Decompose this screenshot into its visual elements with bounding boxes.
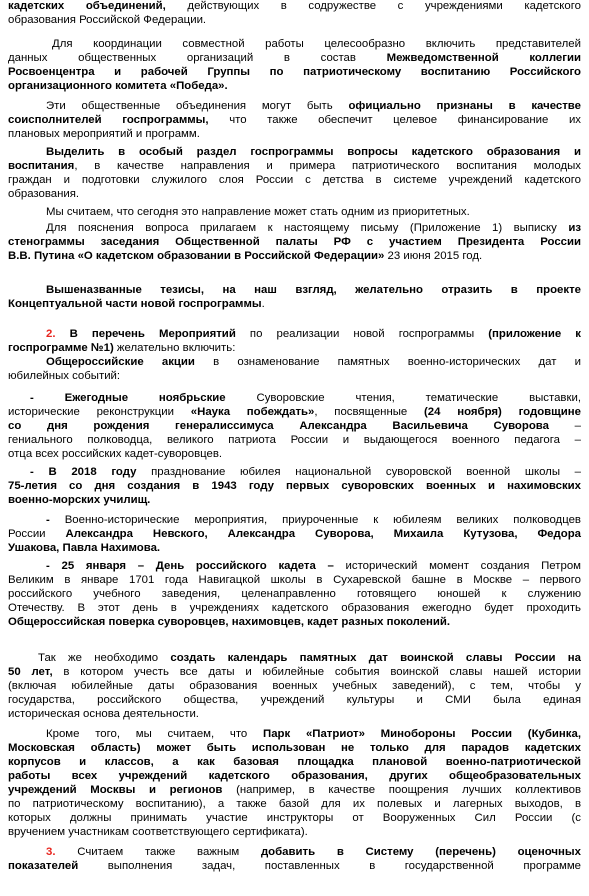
section-number: 3. xyxy=(46,846,56,858)
text-segment: Так же необходимо xyxy=(38,652,171,664)
text-segment xyxy=(56,328,70,340)
text-segment: Эти общественные объединения могут быть xyxy=(46,100,349,112)
text-line xyxy=(8,602,581,616)
bold-text: (приложение к xyxy=(488,328,581,340)
bold-text: - В 2018 году xyxy=(30,466,137,478)
text-line xyxy=(8,784,581,798)
text-line xyxy=(30,392,581,406)
text-line xyxy=(8,542,581,556)
text-segment: которых должны принимать участие инструкторы от Вооруженных Сил России (с xyxy=(8,812,581,824)
text-line xyxy=(38,652,581,666)
text-line xyxy=(8,160,581,174)
text-line xyxy=(8,756,581,770)
text-segment: плановых мероприятий и программ. xyxy=(8,128,200,140)
bold-text: Ушакова, Павла Нахимова. xyxy=(8,542,161,554)
text-segment: государства, российского общества, учреждений культуры и СМИ была единая xyxy=(8,694,581,706)
text-line xyxy=(30,466,581,480)
text-segment: . xyxy=(261,298,265,310)
text-segment: желательно включить: xyxy=(113,342,236,354)
text-segment: празднование юбилея национальной суворовской военной школы – xyxy=(136,466,582,478)
text-segment: Мы считаем, что сегодня это направление может стать одним из приоритетных. xyxy=(46,206,470,218)
text-segment: отца всех российских кадет-суворовцев. xyxy=(8,448,223,460)
bold-text: Вышеназванные тезисы, на наш взгляд, желательно отразить в проекте xyxy=(46,284,581,296)
text-line xyxy=(8,114,581,128)
text-line xyxy=(8,680,581,694)
bold-text: со дня рождения генералиссимуса Александра Васильевича Суворова xyxy=(8,420,549,432)
text-segment: Считаем также важным xyxy=(55,846,261,858)
text-line xyxy=(8,826,581,840)
text-line xyxy=(8,0,581,14)
text-segment: исторические реконструкции xyxy=(8,406,191,418)
text-line xyxy=(8,666,581,680)
bold-text: Росвоенцентра и рабочей Группы по патриотическому воспитанию Российского xyxy=(8,66,581,78)
text-line xyxy=(8,188,581,202)
text-segment: юбилейных событий: xyxy=(8,370,121,382)
text-line xyxy=(8,52,581,66)
text-segment: действующих в содружестве с учреждениями кадетского xyxy=(165,0,581,12)
text-line xyxy=(8,742,581,756)
bold-text: учреждений Москвы и регионов xyxy=(8,784,223,796)
text-segment: , в качестве направления и примера патриотического воспитания молодых xyxy=(74,160,581,172)
text-line xyxy=(8,770,581,784)
text-line xyxy=(8,14,581,28)
bold-text: - Ежегодные ноябрьские xyxy=(30,392,226,404)
bold-text: корпусов и классов, а как базовая площадка плановой военно-патриотической xyxy=(8,756,581,768)
bold-text: В.В. Путина «О кадетском образовании в Российской Федерации» xyxy=(8,250,385,262)
text-line xyxy=(8,298,581,312)
text-line xyxy=(46,514,581,528)
bold-text: (24 ноября) годовщине xyxy=(424,406,581,418)
text-line xyxy=(8,480,581,494)
bold-text: стенограммы заседания Общественной палаты РФ с участием Президента России xyxy=(8,236,581,248)
bold-text: официально признаны в качестве xyxy=(348,100,581,112)
bold-text: Парк «Патриот» Минобороны России (Кубинка, xyxy=(263,728,581,740)
text-segment: России xyxy=(8,528,66,540)
text-segment: Военно-исторические мероприятия, приуроченные к юбилеям великих полководцев xyxy=(49,514,581,526)
text-segment: образования. xyxy=(8,188,80,200)
text-line xyxy=(8,370,581,384)
text-segment: по патриотическому воспитанию), а также базой для их полевых и лагерных выходов, в xyxy=(8,798,581,810)
bold-text: Общероссийские акции xyxy=(46,356,195,368)
text-line xyxy=(8,694,581,708)
bold-text: - 25 января – День российского кадета – xyxy=(46,560,334,572)
text-line xyxy=(8,128,581,142)
bold-text: создать календарь памятных дат воинской славы России на xyxy=(170,652,581,664)
bold-text: воспитания xyxy=(8,160,75,172)
text-segment: вручением участникам соответствующего сертификата). xyxy=(8,826,308,838)
bold-text: соисполнителей госпрограммы, xyxy=(8,114,209,126)
text-line xyxy=(8,448,581,462)
text-line xyxy=(46,146,581,160)
bold-text: 75-летия со дня создания в 1943 году первых суворовских военных и нахимовских xyxy=(8,480,581,492)
text-segment: , посвященные xyxy=(314,406,425,418)
bold-text: В перечень Мероприятий xyxy=(69,328,236,340)
text-segment: Кроме того, мы считаем, что xyxy=(46,728,264,740)
text-segment: Для координации совместной работы целесообразно включить представителей xyxy=(52,38,581,50)
bold-text: Выделить в особый раздел госпрограммы вопросы кадетского образования и xyxy=(46,146,581,158)
bold-text: Московская область) может быть использован не только для парадов кадетских xyxy=(8,742,581,754)
bold-text: Межведомственной коллегии xyxy=(386,52,581,64)
bold-text: «Наука побеждать» xyxy=(190,406,315,418)
text-segment: по реализации новой госпрограммы xyxy=(235,328,489,340)
text-segment: российского учебного заведения, целенаправленно готовящего юношей к служению xyxy=(8,588,581,600)
bold-text: госпрограмме №1) xyxy=(8,342,114,354)
text-segment: 23 июня 2015 год. xyxy=(384,250,483,262)
text-segment: образования Российской Федерации. xyxy=(8,14,207,26)
text-segment: (например, в качестве поощрения лучших коллективов xyxy=(222,784,582,796)
text-line xyxy=(8,236,581,250)
text-segment: историческая основа деятельности. xyxy=(8,708,199,720)
text-segment: исторический момент создания Петром xyxy=(333,560,581,572)
text-line xyxy=(8,528,581,542)
bold-text: - xyxy=(46,514,50,526)
bold-text: добавить в Систему (перечень) оценочных xyxy=(260,846,581,858)
bold-text: Концептуальной части новой госпрограммы xyxy=(8,298,262,310)
text-line xyxy=(46,560,581,574)
text-line xyxy=(46,728,581,742)
bold-text: 50 лет, xyxy=(8,666,53,678)
text-line xyxy=(46,222,581,236)
text-segment: Суворовские чтения, тематические выставки, xyxy=(225,392,581,404)
text-line xyxy=(46,328,581,342)
text-line xyxy=(46,356,581,370)
text-line xyxy=(8,574,581,588)
text-line xyxy=(8,812,581,826)
bold-text: кадетских объединений, xyxy=(8,0,166,12)
text-line xyxy=(52,38,581,52)
text-line xyxy=(8,80,581,94)
text-line xyxy=(8,588,581,602)
text-line xyxy=(8,434,581,448)
text-line xyxy=(46,100,581,114)
text-segment: – xyxy=(548,420,581,432)
bold-text: Александра Невского, Александра Суворова, Михаила Кутузова, Федора xyxy=(65,528,582,540)
text-segment: Великим в январе 1701 года Навигацкой школы в Сухаревской башне в Москве – первого xyxy=(8,574,581,586)
text-segment: данных общественных организаций в состав xyxy=(8,52,387,64)
bold-text: Общероссийская поверка суворовцев, нахимовцев, кадет разных поколений. xyxy=(8,616,451,628)
text-segment: Отечеству. В этот день в учреждениях кадетского образования ежегодно будет проходить xyxy=(8,602,581,614)
text-segment: в ознаменование памятных военно-исторических дат и xyxy=(194,356,581,368)
text-segment: (включая юбилейные даты образования военных учебных заведений), с тем, чтобы у xyxy=(8,680,581,692)
text-line xyxy=(8,494,581,508)
text-line xyxy=(8,616,581,630)
text-segment: в котором учесть все даты и юбилейные события воинской славы нашей истории xyxy=(52,666,582,678)
bold-text: из xyxy=(568,222,581,234)
bold-text: работы всех учреждений кадетского образования, других общеобразовательных xyxy=(8,770,581,782)
text-line xyxy=(46,206,581,220)
text-segment: что также обеспечит целевое финансирование их xyxy=(208,114,582,126)
section-number: 2. xyxy=(46,328,56,340)
text-line xyxy=(8,798,581,812)
text-segment: Для пояснения вопроса прилагаем к настоящему письму (Приложение 1) выписку xyxy=(46,222,569,234)
text-line xyxy=(46,284,581,298)
text-line xyxy=(8,420,581,434)
text-line xyxy=(8,250,581,264)
text-line xyxy=(8,708,581,722)
text-line xyxy=(8,174,581,188)
bold-text: военно-морских училищ. xyxy=(8,494,151,506)
bold-text: показателей xyxy=(8,860,79,872)
bold-text: организационного комитета «Победа». xyxy=(8,80,228,92)
text-line xyxy=(8,342,581,356)
text-line xyxy=(8,860,581,874)
text-line xyxy=(8,406,581,420)
text-line xyxy=(46,846,581,860)
text-segment: граждан и подготовки служилого слоя России с детства в системе учреждений кадетского xyxy=(8,174,581,186)
text-segment: гениального полководца, великого патриота России и выдающегося военного педагога – xyxy=(8,434,581,446)
text-line xyxy=(8,66,581,80)
text-segment: выполнения задач, поставленных в государственной программе xyxy=(78,860,581,872)
